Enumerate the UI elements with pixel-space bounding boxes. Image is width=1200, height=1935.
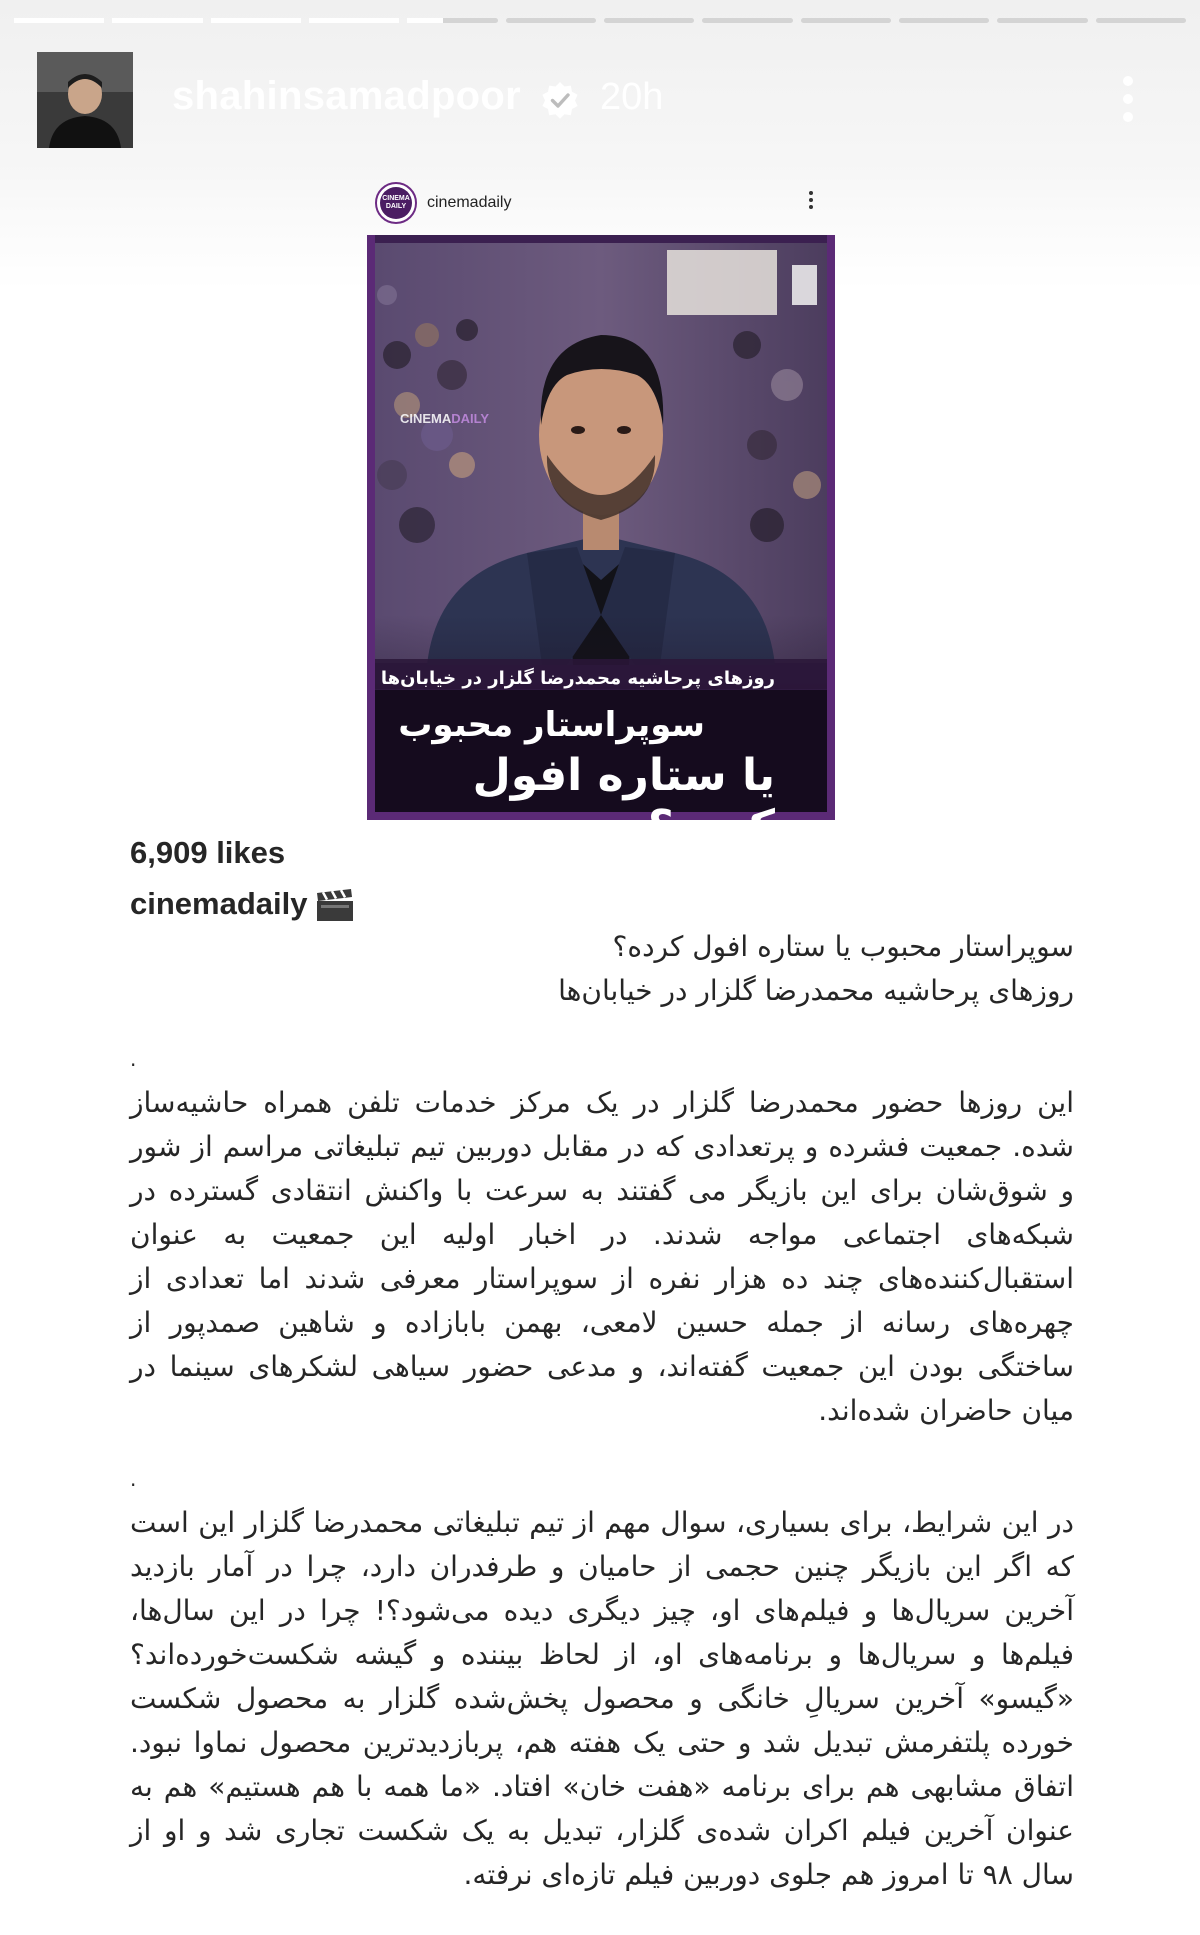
caption-paragraph-1: این روزها حضور محمدرضا گلزار در یک مرکز خدمات تلفن همراه حاشیه‌ساز شده. جمعیت فشرده و پرتعدادی که در مقابل دوربین تیم تبلیغاتی مراسم از شور و شوق‌شان برای این بازیگر می گفتند به سرعت با واکنش انتقادی گسترده در شبکه‌های اجتماعی مواجه شدند. در اخبار اولیه این جمعیت به عنوان استقبال‌کننده‌های چند ده هزار نفره از سوپراستار معرفی شدند اما تعدادی از چهره‌های رسانه از جمله حسین لامعی، بهمن بابازاده و شاهین صمدپور از ساختگی بودن این جمعیت گفته‌اند، و مدعی حضور سیاهی لشکرهای سینما در میان حاضران شده‌اند.	[130, 1086, 1074, 1427]
post-avatar-logo: CINEMA DAILY	[380, 187, 412, 219]
story-timestamp: 20h	[600, 76, 664, 118]
story-progress-fill	[407, 18, 443, 23]
story-progress-segment	[899, 18, 989, 23]
story-progress-segment	[997, 18, 1087, 23]
story-progress-fill	[14, 18, 104, 23]
caption-paragraph-2: در این شرایط، برای بسیاری، سوال مهم از تیم تبلیغاتی محمدرضا گلزار این است که اگر این بازیگر چنین حجمی از حامیان و طرفدران دارد، چرا در آمار بازدید آخرین سریال‌ها و فیلم‌های او، چیز دیگری دیده می‌شود؟! چرا در این سال‌ها، فیلم‌ها و سریال‌ها و برنامه‌های او، از لحاظ بیننده و گیشه شکست‌خورده‌اند؟ «گیسو» آخرین سریالِ خانگی و محصول پخش‌شده گلزار به محصول شکست خورده پلتفرمش تبدیل شد و حتی یک هفته هم، پربازدیدترین محصول نماوا نبود. اتفاق مشابهی هم برای برنامه «هفت خان» افتاد. «ما همه با هم هستیم» هم به عنوان آخرین فیلم اکران شده‌ی گلزار، تبدیل به یک شکست تجاری شد و او از سال ۹۸ تا امروز هم جلوی دوربین فیلم تازه‌ای نرفته.	[130, 1506, 1074, 1891]
image-subtitle: روزهای پرحاشیه محمدرضا گلزار در خیابان‌ها	[380, 668, 775, 689]
cinemadaily-watermark: CINEMADAILY	[400, 411, 490, 426]
post-more-options-icon[interactable]	[805, 188, 817, 218]
story-progress-segment	[801, 18, 891, 23]
post-avatar[interactable]	[375, 182, 417, 224]
story-progress-fill	[309, 18, 399, 23]
likes-count[interactable]: 6,909 likes	[130, 835, 286, 870]
post-username[interactable]: cinemadaily	[427, 194, 512, 211]
embedded-post-header	[375, 180, 835, 230]
caption-separator: .	[130, 1047, 137, 1071]
story-progress-fill	[211, 18, 301, 23]
story-progress-segment	[14, 18, 104, 23]
story-progress-segment	[407, 18, 497, 23]
story-username[interactable]: shahinsamadpoor	[172, 74, 522, 118]
post-caption	[130, 925, 1074, 1897]
caption-separator: .	[130, 1467, 137, 1491]
story-progress-segment	[604, 18, 694, 23]
caption-username[interactable]	[130, 886, 355, 923]
profile-avatar[interactable]	[37, 52, 133, 148]
clapper-board-icon	[315, 889, 355, 923]
story-header	[0, 50, 1200, 150]
story-progress-fill	[112, 18, 202, 23]
post-image[interactable]	[367, 235, 835, 852]
image-title-line1: سوپراستار محبوب	[398, 705, 705, 745]
caption-headline-2: روزهای پرحاشیه محمدرضا گلزار در خیابان‌ها	[558, 974, 1074, 1007]
avatar-photo	[37, 52, 133, 148]
story-progress-segment	[702, 18, 792, 23]
more-options-icon[interactable]	[1110, 70, 1146, 126]
story-progress-segment	[506, 18, 596, 23]
story-progress-segment	[309, 18, 399, 23]
image-title-line2: یا ستاره افول کرده؟	[472, 750, 775, 852]
caption-headline-1: سوپراستار محبوب یا ستاره افول کرده؟	[612, 930, 1074, 963]
story-progress-segment	[211, 18, 301, 23]
story-progress-segment	[112, 18, 202, 23]
caption-username-text[interactable]: cinemadaily	[130, 886, 308, 921]
story-progress-bar	[14, 18, 1186, 23]
story-progress-segment	[1096, 18, 1186, 23]
verified-badge-icon	[540, 80, 580, 120]
